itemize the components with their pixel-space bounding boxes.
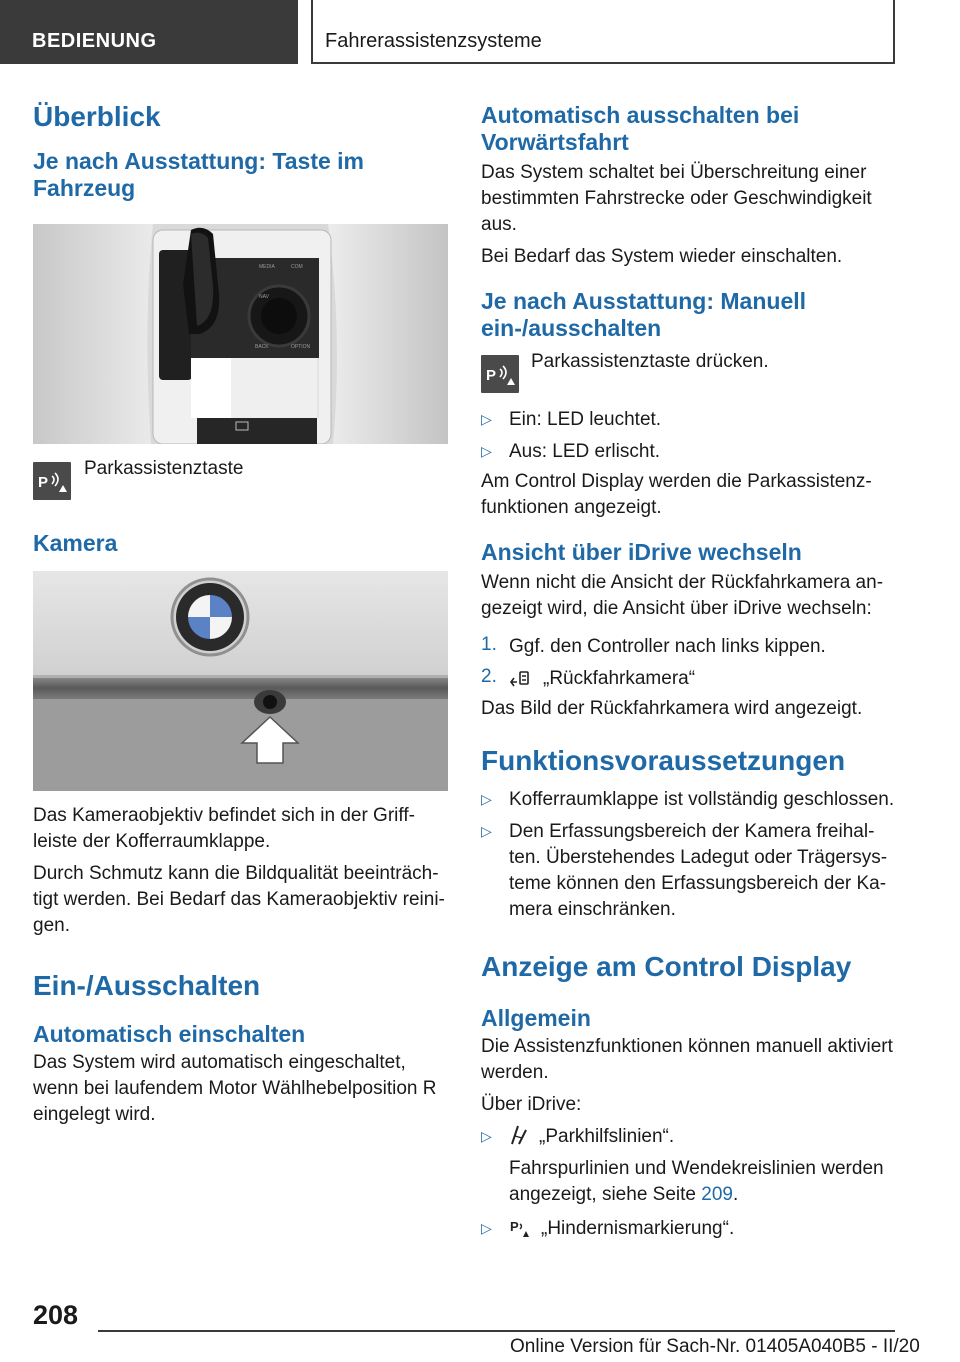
- list-item: [481, 666, 897, 692]
- park-assist-icon: [481, 355, 519, 393]
- parking-lines-icon: [509, 1124, 529, 1146]
- gear-selector-photo: [33, 224, 448, 444]
- auto-off-paragraph-2: Bei Bedarf das System wieder einschalten.: [481, 246, 843, 268]
- bullet-icon: ▷: [481, 410, 492, 427]
- list-item-text: Kofferraumklappe ist vollständig geschlossen.: [509, 789, 895, 811]
- list-item: [481, 1124, 897, 1150]
- camera-paragraph-1: Das Kameraobjektiv befindet sich in der Griffleiste der Kofferraumklappe.: [33, 804, 415, 852]
- list-item-text: „Parkhilfslinien“.: [539, 1126, 675, 1148]
- svg-text:BACK: BACK: [255, 343, 269, 350]
- button-caption: Parkassistenztaste: [84, 457, 244, 479]
- heading-camera: Kamera: [33, 529, 118, 556]
- button-legend: [33, 457, 448, 500]
- step-text: „Rückfahrkamera“: [543, 667, 696, 689]
- auto-on-paragraph: Das System wird automatisch eingeschaltet, wenn bei laufendem Motor Wählhebelposition R eingelegt wird.: [33, 1051, 437, 1125]
- heading-auto-on: Automatisch einschalten: [33, 1020, 306, 1047]
- page-number: 208: [33, 1300, 79, 1330]
- footer-divider: [98, 1330, 895, 1332]
- heading-view: Ansicht über iDrive wechseln: [481, 538, 802, 565]
- svg-text:NAV: NAV: [259, 293, 269, 300]
- svg-text:P: P: [510, 1219, 519, 1235]
- bullet-icon: ▷: [481, 791, 492, 808]
- svg-text:MEDIA: MEDIA: [259, 263, 275, 270]
- description-text: Fahrspurlinien und Wendekreislinien werden angezeigt, siehe Seite: [509, 1158, 884, 1206]
- footer-text: Online Version für Sach-Nr. 01405A040B5 - II/20: [510, 1336, 920, 1357]
- list-item: [481, 634, 897, 660]
- list-item: [481, 819, 897, 923]
- svg-text:P: P: [38, 473, 49, 491]
- chapter-tab: [311, 0, 895, 64]
- parking-lines-description: [481, 1156, 897, 1208]
- general-paragraph: Die Assistenzfunktionen können manuell aktiviert werden.: [481, 1036, 893, 1084]
- step-number: 1.: [481, 633, 497, 655]
- bullet-icon: ▷: [481, 1128, 492, 1145]
- page-reference-link[interactable]: 209: [701, 1184, 733, 1206]
- via-idrive: Über iDrive:: [481, 1094, 582, 1116]
- list-item: [481, 1216, 897, 1242]
- step-number: 2.: [481, 665, 497, 687]
- heading-auto-off: Automatisch ausschalten bei Vorwärtsfahrt: [481, 102, 800, 156]
- camera-paragraph-2: Durch Schmutz kann die Bildqualität beeinträchtigt werden. Bei Bedarf das Kameraobjektiv reinigen.: [33, 863, 445, 937]
- bullet-icon: ▷: [481, 1220, 492, 1237]
- list-item-text: Aus: LED erlischt.: [509, 440, 660, 462]
- manual-paragraph: Am Control Display werden die Parkassistenzfunktionen angezeigt.: [481, 470, 872, 518]
- manual-instruction: [481, 350, 897, 393]
- heading-on-off: Ein-/Ausschalten: [33, 970, 261, 1002]
- right-column: [481, 96, 897, 1242]
- obstacle-marking-icon: [509, 1216, 531, 1238]
- description-end: .: [732, 1184, 739, 1206]
- rear-camera-icon: [509, 668, 531, 690]
- auto-off-paragraph-1: Das System schaltet bei Überschreitung einer bestimmten Fahrstrecke oder Geschwindigkeit aus.: [481, 162, 872, 236]
- view-paragraph: Wenn nicht die Ansicht der Rückfahrkamera angezeigt wird, die Ansicht über iDrive wechseln:: [481, 571, 884, 619]
- svg-text:P: P: [486, 366, 497, 384]
- heading-manual: Je nach Ausstattung: Manuell ein-/ausschalten: [481, 288, 807, 342]
- heading-button: Je nach Ausstattung: Taste im Fahrzeug: [33, 147, 365, 201]
- svg-text:COM: COM: [291, 263, 303, 270]
- list-item-text: Ein: LED leuchtet.: [509, 408, 662, 430]
- camera-photo: [33, 571, 448, 791]
- list-item-text: „Hindernismarkierung“.: [541, 1218, 735, 1240]
- heading-overview: Überblick: [33, 101, 161, 132]
- list-item: [481, 439, 897, 465]
- bullet-icon: ▷: [481, 823, 492, 840]
- list-item: [481, 407, 897, 433]
- manual-icon-text: Parkassistenztaste drücken.: [531, 350, 769, 372]
- list-item: [481, 787, 897, 813]
- section-title: BEDIENUNG: [32, 30, 157, 52]
- step-text: Ggf. den Controller nach links kippen.: [509, 635, 826, 657]
- heading-general: Allgemein: [481, 1005, 591, 1032]
- section-tab: [0, 0, 298, 64]
- left-column: [33, 96, 448, 1128]
- bullet-icon: ▷: [481, 442, 492, 459]
- heading-requirements: Funktionsvoraussetzungen: [481, 744, 846, 776]
- svg-text:OPTION: OPTION: [291, 343, 311, 350]
- chapter-title: Fahrerassistenzsysteme: [325, 30, 542, 52]
- heading-display: Anzeige am Control Display: [481, 950, 852, 982]
- park-assist-icon: [33, 462, 71, 500]
- list-item-text: Den Erfassungsbereich der Kamera freihalten. Überstehendes Ladegut oder Trägersysteme können den Erfassungsbereich der Kamera einschränken.: [509, 821, 888, 921]
- view-result: Das Bild der Rückfahrkamera wird angezeigt.: [481, 697, 863, 719]
